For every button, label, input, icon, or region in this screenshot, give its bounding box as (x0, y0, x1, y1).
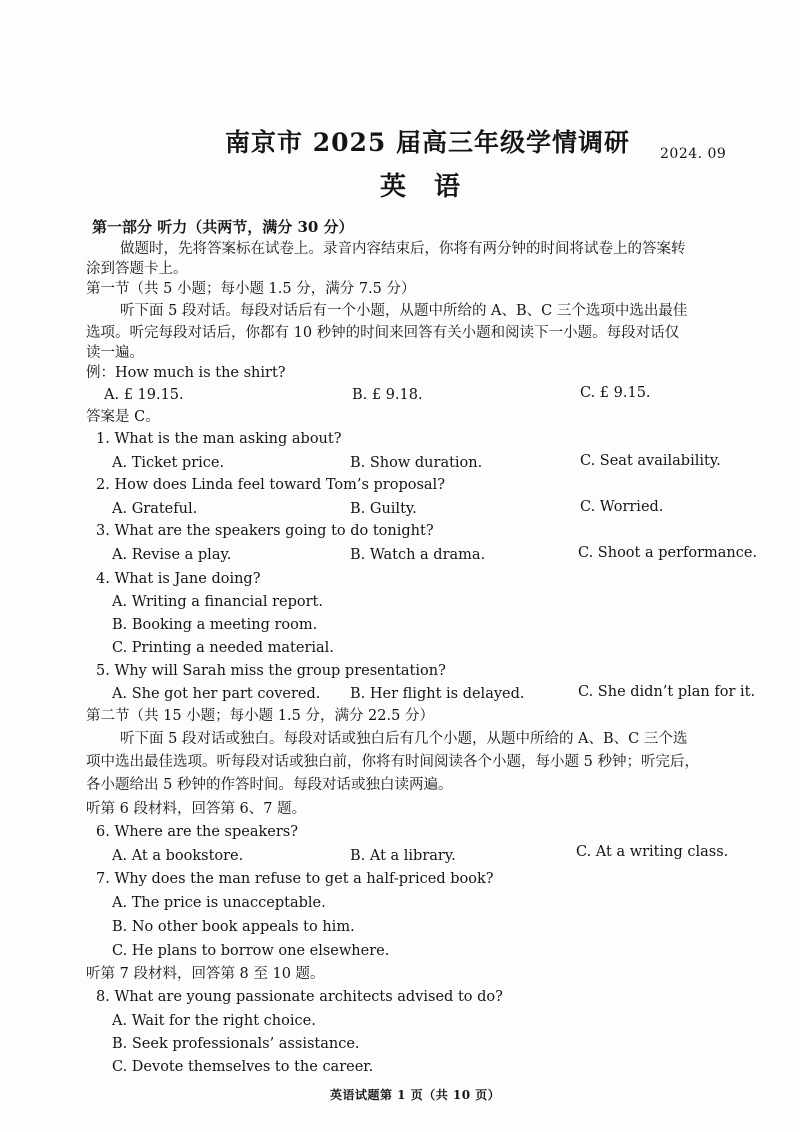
section1-heading: 第一节（共 5 小题；每小题 1.5 分，满分 7.5 分） (86, 281, 416, 297)
question-2: 2. How does Linda feel toward Tom’s proposal? (96, 477, 445, 493)
q2-option-b: B. Guilty. (350, 501, 417, 517)
question-5: 5. Why will Sarah miss the group presentation? (96, 663, 446, 679)
q2-option-c: C. Worried. (580, 499, 664, 515)
exam-date: 2024. 09 (660, 146, 727, 162)
q7-option-c: C. He plans to borrow one elsewhere. (112, 943, 390, 959)
exam-title: 南京市 2025 届高三年级学情调研 (225, 128, 630, 157)
q3-option-c: C. Shoot a performance. (578, 545, 758, 561)
section2-instruction-line1: 听下面 5 段对话或独白。每段对话或独白后有几个小题，从题中所给的 A、B、C 三个选 (120, 731, 688, 747)
material-6-label: 听第 6 段材料，回答第 6、7 题。 (86, 801, 307, 817)
q3-option-b: B. Watch a drama. (350, 547, 486, 563)
q4-option-c: C. Printing a needed material. (112, 640, 334, 656)
part1-heading: 第一部分 听力（共两节，满分 30 分） (92, 218, 354, 236)
question-3: 3. What are the speakers going to do tonight? (96, 523, 434, 539)
subject-title: 英语 (380, 172, 489, 202)
q4-option-b: B. Booking a meeting room. (112, 617, 318, 633)
section2-instruction-line2: 项中选出最佳选项。听每段对话或独白前，你将有时间阅读各个小题，每小题 5 秒钟；听完后， (86, 754, 699, 770)
section1-instruction-line1: 听下面 5 段对话。每段对话后有一个小题，从题中所给的 A、B、C 三个选项中选出最佳 (120, 303, 688, 319)
q7-option-a: A. The price is unacceptable. (112, 895, 326, 911)
page-footer: 英语试题第 1 页（共 10 页） (330, 1088, 501, 1102)
example-option-a: A. £ 19.15. (104, 387, 184, 403)
example-option-c: C. £ 9.15. (580, 385, 651, 401)
section1-instruction-line2: 选项。听完每段对话后，你都有 10 秒钟的时间来回答有关小题和阅读下一小题。每段对话仅 (86, 325, 680, 341)
q3-option-a: A. Revise a play. (112, 547, 232, 563)
section2-heading: 第二节（共 15 小题；每小题 1.5 分，满分 22.5 分） (86, 708, 434, 724)
q5-option-c: C. She didn’t plan for it. (578, 684, 756, 700)
question-4: 4. What is Jane doing? (96, 571, 261, 587)
q2-option-a: A. Grateful. (112, 501, 198, 517)
example-option-b: B. £ 9.18. (352, 387, 423, 403)
q7-option-b: B. No other book appeals to him. (112, 919, 355, 935)
q1-option-a: A. Ticket price. (112, 455, 225, 471)
example-question: 例：How much is the shirt? (86, 365, 286, 381)
q6-option-a: A. At a bookstore. (112, 848, 244, 864)
section1-instruction-line3: 读一遍。 (86, 345, 144, 361)
part1-instruction-line1: 做题时，先将答案标在试卷上。录音内容结束后，你将有两分钟的时间将试卷上的答案转 (120, 241, 686, 257)
q1-option-c: C. Seat availability. (580, 453, 721, 469)
question-1: 1. What is the man asking about? (96, 431, 342, 447)
q6-option-b: B. At a library. (350, 848, 456, 864)
q5-option-a: A. She got her part covered. (112, 686, 321, 702)
q6-option-c: C. At a writing class. (576, 844, 729, 860)
q5-option-b: B. Her flight is delayed. (350, 686, 525, 702)
example-answer: 答案是 C。 (86, 409, 160, 425)
section2-instruction-line3: 各小题给出 5 秒钟的作答时间。每段对话或独白读两遍。 (86, 777, 453, 793)
question-8: 8. What are young passionate architects advised to do? (96, 989, 503, 1005)
material-7-label: 听第 7 段材料，回答第 8 至 10 题。 (86, 966, 325, 982)
q4-option-a: A. Writing a financial report. (112, 594, 323, 610)
q8-option-a: A. Wait for the right choice. (112, 1013, 316, 1029)
question-6: 6. Where are the speakers? (96, 824, 298, 840)
question-7: 7. Why does the man refuse to get a half-priced book? (96, 871, 494, 887)
q1-option-b: B. Show duration. (350, 455, 483, 471)
q8-option-b: B. Seek professionals’ assistance. (112, 1036, 360, 1052)
part1-instruction-line2: 涂到答题卡上。 (86, 261, 188, 277)
q8-option-c: C. Devote themselves to the career. (112, 1059, 374, 1075)
